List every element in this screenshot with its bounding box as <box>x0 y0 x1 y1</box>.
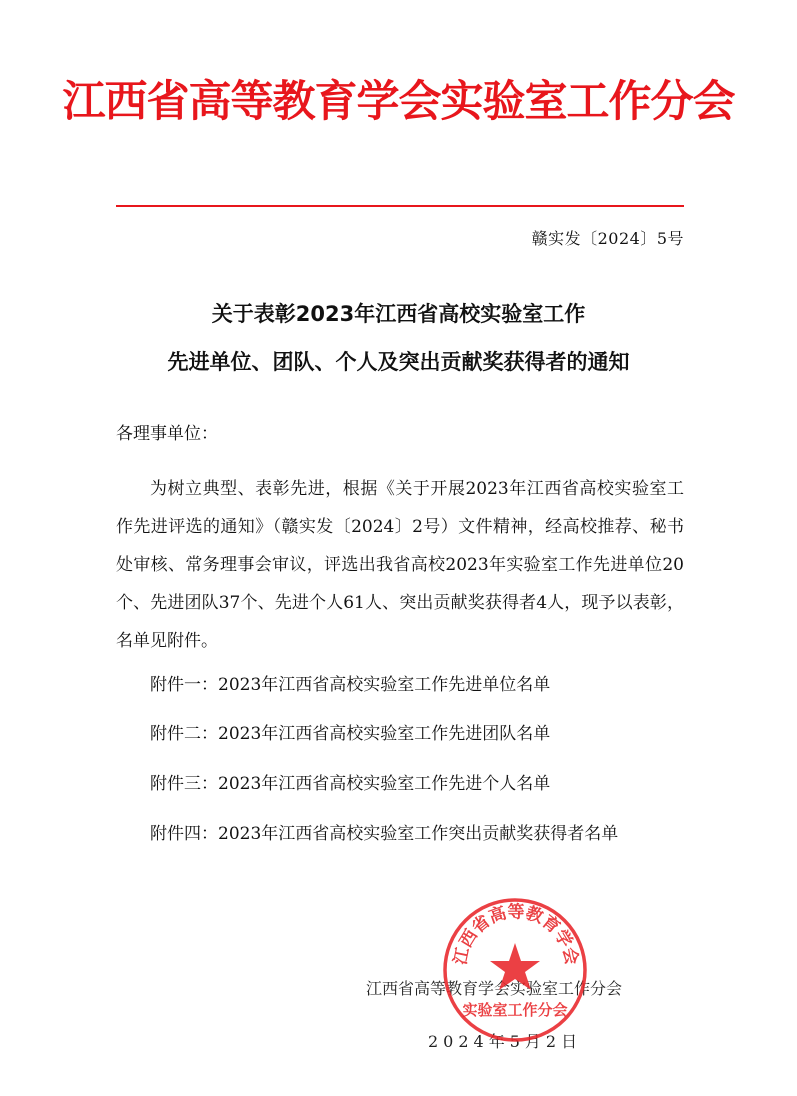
header-org-title: 江西省高等教育学会实验室工作分会 <box>62 77 735 127</box>
attachment-1: 附件一：2023年江西省高校实验室工作先进单位名单 <box>150 675 551 695</box>
attachment-2: 附件二：2023年江西省高校实验室工作先进团队名单 <box>150 724 551 744</box>
attachment-4: 附件四：2023年江西省高校实验室工作突出贡献奖获得者名单 <box>150 824 619 844</box>
seal-arc-text: 江西省高等教育学会 <box>450 902 582 967</box>
signature-date: 2024年5月2日 <box>428 1032 583 1051</box>
doc-title-line2: 先进单位、团队、个人及突出贡献奖获得者的通知 <box>167 350 630 374</box>
doc-number: 赣实发〔2024〕5号 <box>531 229 684 248</box>
attachment-3: 附件三：2023年江西省高校实验室工作先进个人名单 <box>150 774 551 794</box>
official-seal-icon <box>440 895 590 1045</box>
signature-org: 江西省高等教育学会实验室工作分会 <box>366 979 623 998</box>
doc-title-line1: 关于表彰2023年江西省高校实验室工作 <box>211 302 586 326</box>
seal-inner-text: 实验室工作分会 <box>462 1001 568 1019</box>
salutation: 各理事单位： <box>116 424 218 444</box>
body-paragraph: 为树立典型、表彰先进，根据《关于开展2023年江西省高校实验室工作先进评选的通知》（赣实发〔2024〕2号）文件精神，经高校推荐、秘书处审核、常务理事会审议，评选出我省高校2023年实验室工作先进单位20个、先进团队37个、先进个人61人、突出贡献奖获得者4人，现予以表彰，名单见附件。 <box>116 479 684 651</box>
header-red-rule <box>116 205 684 207</box>
